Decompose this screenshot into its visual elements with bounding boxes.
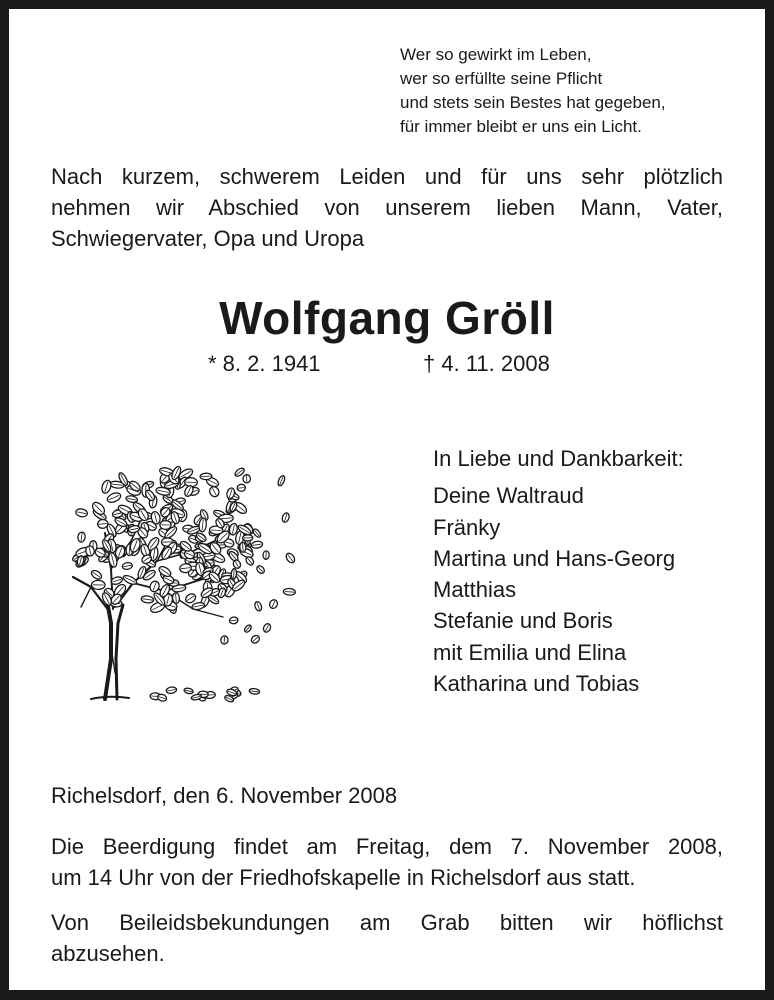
leaf-vein — [186, 482, 196, 483]
mourner-name: Deine Waltraud — [433, 483, 584, 509]
intro-line: Nach kurzem, schwerem Leiden und für uns sehr plötzlich — [51, 164, 723, 189]
intro-line: Schwiegervater, Opa und Uropa — [51, 226, 365, 251]
funeral-line: um 14 Uhr von der Friedhofskapelle in Richelsdorf aus statt. — [51, 865, 636, 890]
mourner-name: Matthias — [433, 577, 517, 603]
poem-line: wer so erfüllte seine Pflicht — [400, 69, 603, 88]
leaf-vein — [238, 488, 245, 489]
poem-line: für immer bleibt er uns ein Licht. — [400, 117, 642, 136]
leaf-vein — [211, 530, 222, 531]
funeral-line: Die Beerdigung findet am Freitag, dem 7. November 2008, — [51, 834, 723, 859]
condolences-note — [51, 907, 723, 969]
mourners-list — [433, 443, 684, 699]
condolences-line: Von Beileidsbekundungen am Grab bitten wir höflichst — [51, 910, 723, 935]
condolences-line: abzusehen. — [51, 941, 165, 966]
place-and-date: Richelsdorf, den 6. November 2008 — [51, 783, 398, 808]
poem-line: und stets sein Bestes hat gegeben, — [400, 93, 666, 112]
intro-line: nehmen wir Abschied von unserem lieben Mann, Vater, — [51, 195, 723, 220]
death-date: † 4. 11. 2008 — [423, 351, 550, 376]
deceased-name: Wolfgang Gröll — [219, 292, 555, 344]
poem-line: Wer so gewirkt im Leben, — [400, 45, 592, 64]
intro-text — [51, 161, 723, 254]
mourner-name: Stefanie und Boris — [433, 608, 613, 634]
mourner-name: Fränky — [433, 514, 501, 540]
tree-with-falling-leaves-icon — [53, 441, 303, 703]
funeral-info — [51, 831, 723, 893]
memorial-poem — [400, 43, 666, 139]
birth-date: * 8. 2. 1941 — [208, 351, 321, 376]
mourner-name: Katharina und Tobias — [433, 671, 640, 697]
mourners-heading: In Liebe und Dankbarkeit: — [433, 446, 684, 471]
mourner-name: Martina und Hans-Georg — [433, 545, 676, 571]
mourner-name: mit Emilia und Elina — [433, 639, 627, 665]
